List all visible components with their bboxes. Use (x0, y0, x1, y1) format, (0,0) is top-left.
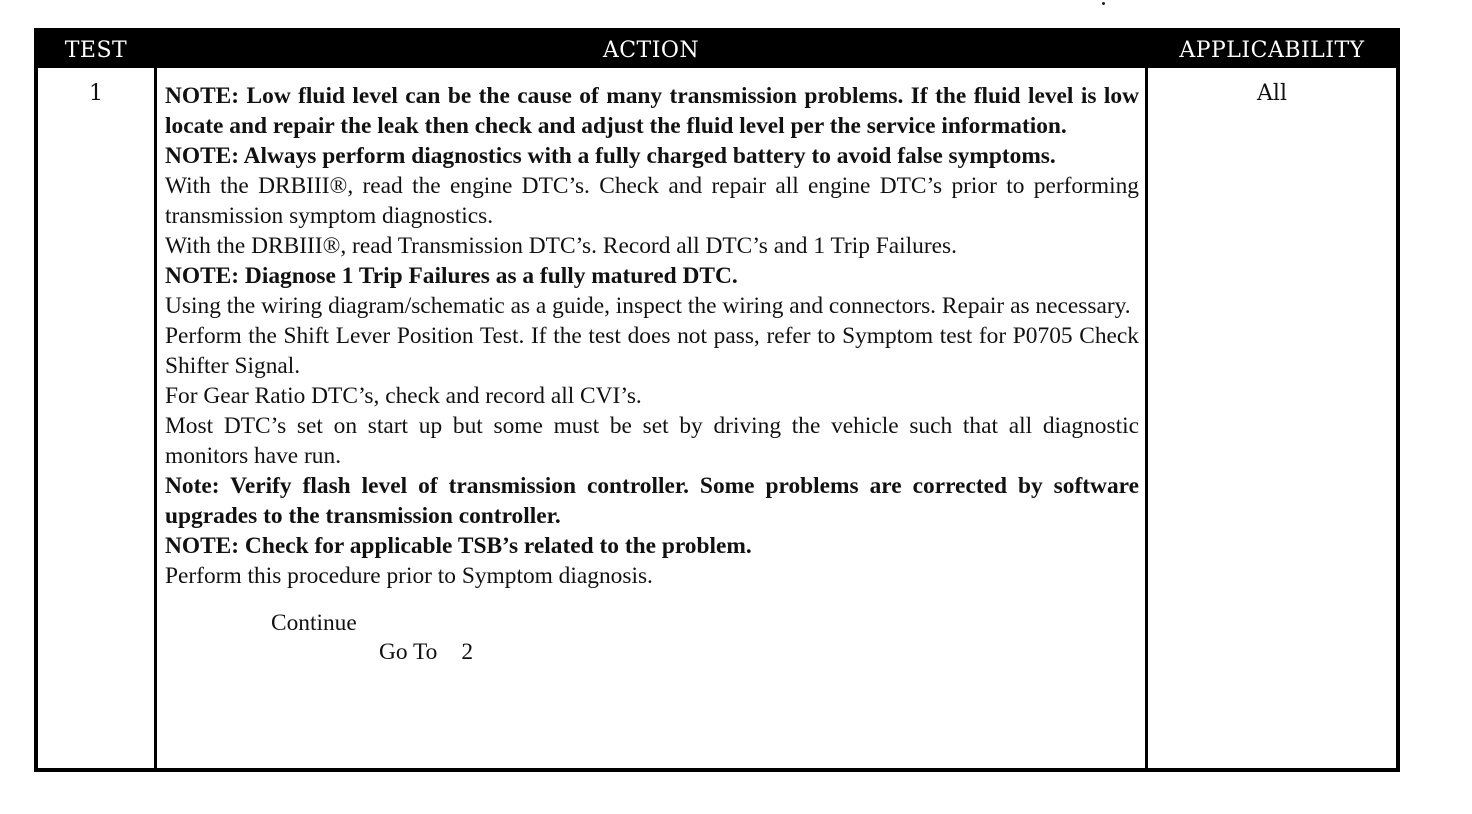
action-step: Perform the Shift Lever Position Test. If the test does not pass, refer to Symptom test for P0705 Check Shifter Signal. (165, 323, 1139, 379)
header-applicability: APPLICABILITY (1148, 32, 1396, 68)
action-cell (157, 68, 1148, 768)
action-note: NOTE: Check for applicable TSB’s related to the problem. (165, 533, 752, 559)
test-number-cell: 1 (38, 68, 157, 768)
action-note: NOTE: Diagnose 1 Trip Failures as a fully matured DTC. (165, 263, 738, 289)
action-step: With the DRBIII®, read the engine DTC’s. Check and repair all engine DTC’s prior to performing transmission symptom diagnostics. (165, 173, 1139, 229)
action-step: With the DRBIII®, read Transmission DTC’s. Record all DTC’s and 1 Trip Failures. (165, 233, 957, 259)
header-test: TEST (38, 32, 157, 68)
header-action: ACTION (157, 32, 1148, 68)
stray-mark (1102, 2, 1105, 5)
action-note: NOTE: Low fluid level can be the cause of many transmission problems. If the fluid level is low locate and repair the leak then check and adjust the fluid level per the service information. (165, 83, 1139, 139)
result-continue: Continue (271, 610, 357, 636)
goto-instruction (165, 637, 1139, 667)
applicability-cell: All (1257, 81, 1287, 106)
goto-label: Go To (379, 639, 438, 665)
action-note: Note: Verify flash level of transmission controller. Some problems are corrected by software upgrades to the transmission controller. (165, 473, 1139, 529)
action-note: NOTE: Always perform diagnostics with a fully charged battery to avoid false symptoms. (165, 143, 1056, 169)
diagnostic-procedure-table (34, 28, 1400, 772)
action-step: Most DTC’s set on start up but some must be set by driving the vehicle such that all diagnostic monitors have run. (165, 413, 1139, 469)
action-step: For Gear Ratio DTC’s, check and record all CVI’s. (165, 383, 642, 409)
action-step: Using the wiring diagram/schematic as a guide, inspect the wiring and connectors. Repair as necessary. (165, 293, 1131, 319)
goto-target: 2 (461, 639, 474, 665)
action-step: Perform this procedure prior to Symptom diagnosis. (165, 563, 653, 589)
